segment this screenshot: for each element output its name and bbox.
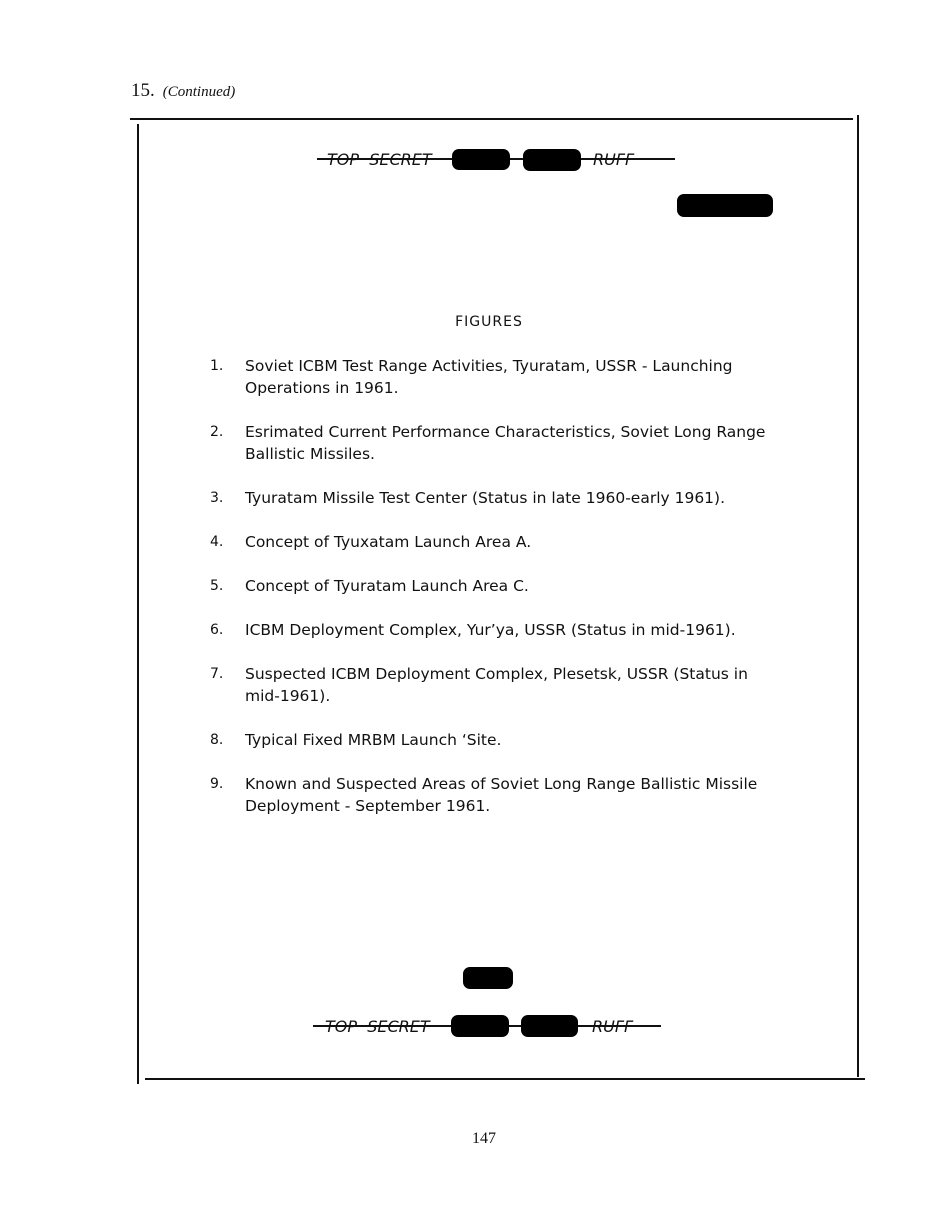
list-item xyxy=(200,487,780,509)
list-item xyxy=(200,663,780,707)
item-text: Concept of Tyuxatam Launch Area A. xyxy=(245,533,532,551)
figures-title: FIGURES xyxy=(455,314,523,330)
item-number: 5. xyxy=(210,578,224,594)
section-number: 15. xyxy=(131,80,155,101)
list-item xyxy=(200,773,780,817)
list-item xyxy=(200,421,780,465)
redaction-block xyxy=(523,149,581,171)
item-number: 3. xyxy=(210,490,224,506)
item-text: ICBM Deployment Complex, Yur’ya, USSR (Status in mid-1961). xyxy=(245,621,736,639)
item-number: 4. xyxy=(210,534,224,550)
continued-label: (Continued) xyxy=(162,84,236,100)
item-number: 2. xyxy=(210,424,224,440)
item-number: 7. xyxy=(210,666,224,682)
item-number: 9. xyxy=(210,776,224,792)
frame-top-line xyxy=(130,118,853,120)
codeword-text: RUFF xyxy=(592,1017,634,1036)
redaction-block xyxy=(463,967,513,989)
frame-left-line xyxy=(137,124,139,1084)
item-number: 6. xyxy=(210,622,224,638)
list-item xyxy=(200,575,780,597)
item-number: 8. xyxy=(210,732,224,748)
classification-text: TOP SECRET xyxy=(325,1017,430,1036)
redaction-block xyxy=(452,149,510,170)
item-text: Concept of Tyuratam Launch Area C. xyxy=(245,577,529,595)
frame-bottom-line xyxy=(145,1078,865,1080)
classification-banner-bottom xyxy=(313,1015,663,1039)
item-text: Known and Suspected Areas of Soviet Long Range Ballistic Missile Deployment - September 1961. xyxy=(245,775,758,815)
list-item xyxy=(200,531,780,553)
item-number: 1. xyxy=(210,358,224,374)
page-number: 147 xyxy=(472,1130,496,1147)
item-text: Suspected ICBM Deployment Complex, Plesetsk, USSR (Status in mid-1961). xyxy=(245,665,748,705)
figures-list xyxy=(200,355,780,839)
item-text: Tyuratam Missile Test Center (Status in late 1960-early 1961). xyxy=(245,489,726,507)
classification-text: TOP SECRET xyxy=(327,150,432,169)
redaction-block xyxy=(451,1015,509,1037)
list-item xyxy=(200,619,780,641)
redaction-block xyxy=(677,194,773,217)
page-header xyxy=(131,80,235,102)
redaction-block xyxy=(521,1015,578,1037)
item-text: Esrimated Current Performance Characteristics, Soviet Long Range Ballistic Missiles. xyxy=(245,423,766,463)
item-text: Typical Fixed MRBM Launch ‘Site. xyxy=(245,731,502,749)
item-text: Soviet ICBM Test Range Activities, Tyuratam, USSR - Launching Operations in 1961. xyxy=(245,357,733,397)
list-item xyxy=(200,729,780,751)
list-item xyxy=(200,355,780,399)
codeword-text: RUFF xyxy=(593,150,635,169)
classification-banner-top xyxy=(317,148,677,172)
frame-right-line xyxy=(857,115,859,1077)
